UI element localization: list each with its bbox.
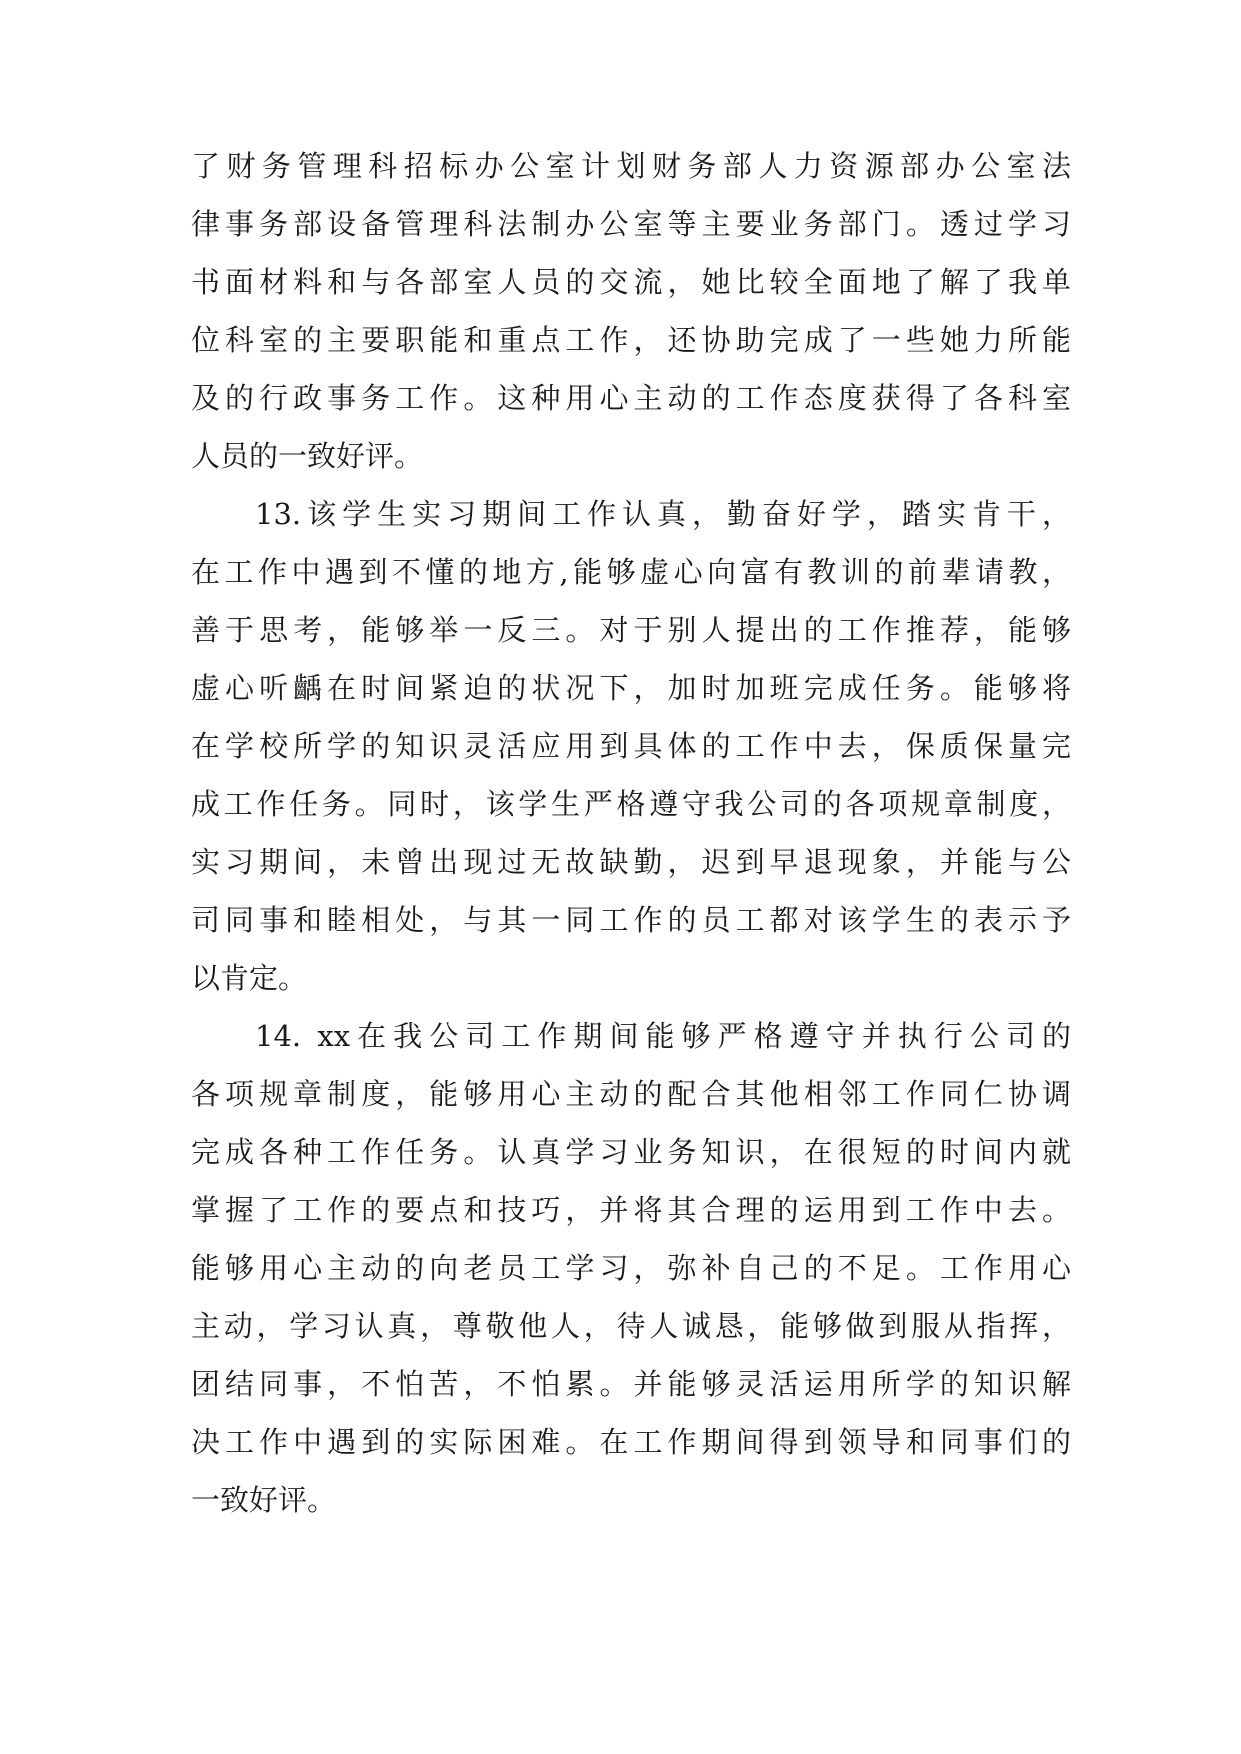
paragraph-2-line-3: 善于思考，能够举一反三。对于别人提出的工作推荐，能够 xyxy=(191,613,1071,647)
paragraph-2-line-6: 成工作任务。同时，该学生严格遵守我公司的各项规章制度， xyxy=(191,787,1071,821)
paragraph-1-line-3: 书面材料和与各部室人员的交流，她比较全面地了解了我单 xyxy=(191,265,1071,299)
paragraph-3-line-8: 决工作中遇到的实际困难。在工作期间得到领导和同事们的 xyxy=(191,1425,1071,1459)
paragraph-2-line-7: 实习期间，未曾出现过无故缺勤，迟到早退现象，并能与公 xyxy=(191,845,1071,879)
paragraph-2-line-2: 在工作中遇到不懂的地方,能够虚心向富有教训的前辈请教， xyxy=(191,555,1071,589)
paragraph-3-line-6: 主动，学习认真，尊敬他人，待人诚恳，能够做到服从指挥， xyxy=(191,1309,1071,1343)
paragraph-2-line-8: 司同事和睦相处，与其一同工作的员工都对该学生的表示予 xyxy=(191,903,1071,937)
paragraph-1-line-6: 人员的一致好评。 xyxy=(191,439,424,473)
paragraph-3-line-3: 完成各种工作任务。认真学习业务知识，在很短的时间内就 xyxy=(191,1135,1071,1169)
paragraph-3-line-2: 各项规章制度，能够用心主动的配合其他相邻工作同仁协调 xyxy=(191,1077,1071,1111)
paragraph-2-line-5: 在学校所学的知识灵活应用到具体的工作中去，保质保量完 xyxy=(191,729,1071,763)
paragraph-2-line-1: 13.该学生实习期间工作认真，勤奋好学，踏实肯干， xyxy=(255,497,1071,531)
paragraph-2-line-9: 以肯定。 xyxy=(191,961,308,995)
paragraph-3-line-5: 能够用心主动的向老员工学习，弥补自己的不足。工作用心 xyxy=(191,1251,1071,1285)
paragraph-1-line-1: 了财务管理科招标办公室计划财务部人力资源部办公室法 xyxy=(191,149,1071,183)
paragraph-3-line-1: 14. xx在我公司工作期间能够严格遵守并执行公司的 xyxy=(255,1019,1071,1053)
paragraph-3-line-4: 掌握了工作的要点和技巧，并将其合理的运用到工作中去。 xyxy=(191,1193,1071,1227)
paragraph-3-line-9: 一致好评。 xyxy=(191,1483,337,1517)
paragraph-1-line-5: 及的行政事务工作。这种用心主动的工作态度获得了各科室 xyxy=(191,381,1071,415)
paragraph-1-line-2: 律事务部设备管理科法制办公室等主要业务部门。透过学习 xyxy=(191,207,1071,241)
paragraph-1-line-4: 位科室的主要职能和重点工作，还协助完成了一些她力所能 xyxy=(191,323,1071,357)
paragraph-2-line-4: 虚心听齲在时间紧迫的状况下，加时加班完成任务。能够将 xyxy=(191,671,1071,705)
paragraph-3-line-7: 团结同事，不怕苦，不怕累。并能够灵活运用所学的知识解 xyxy=(191,1367,1071,1401)
